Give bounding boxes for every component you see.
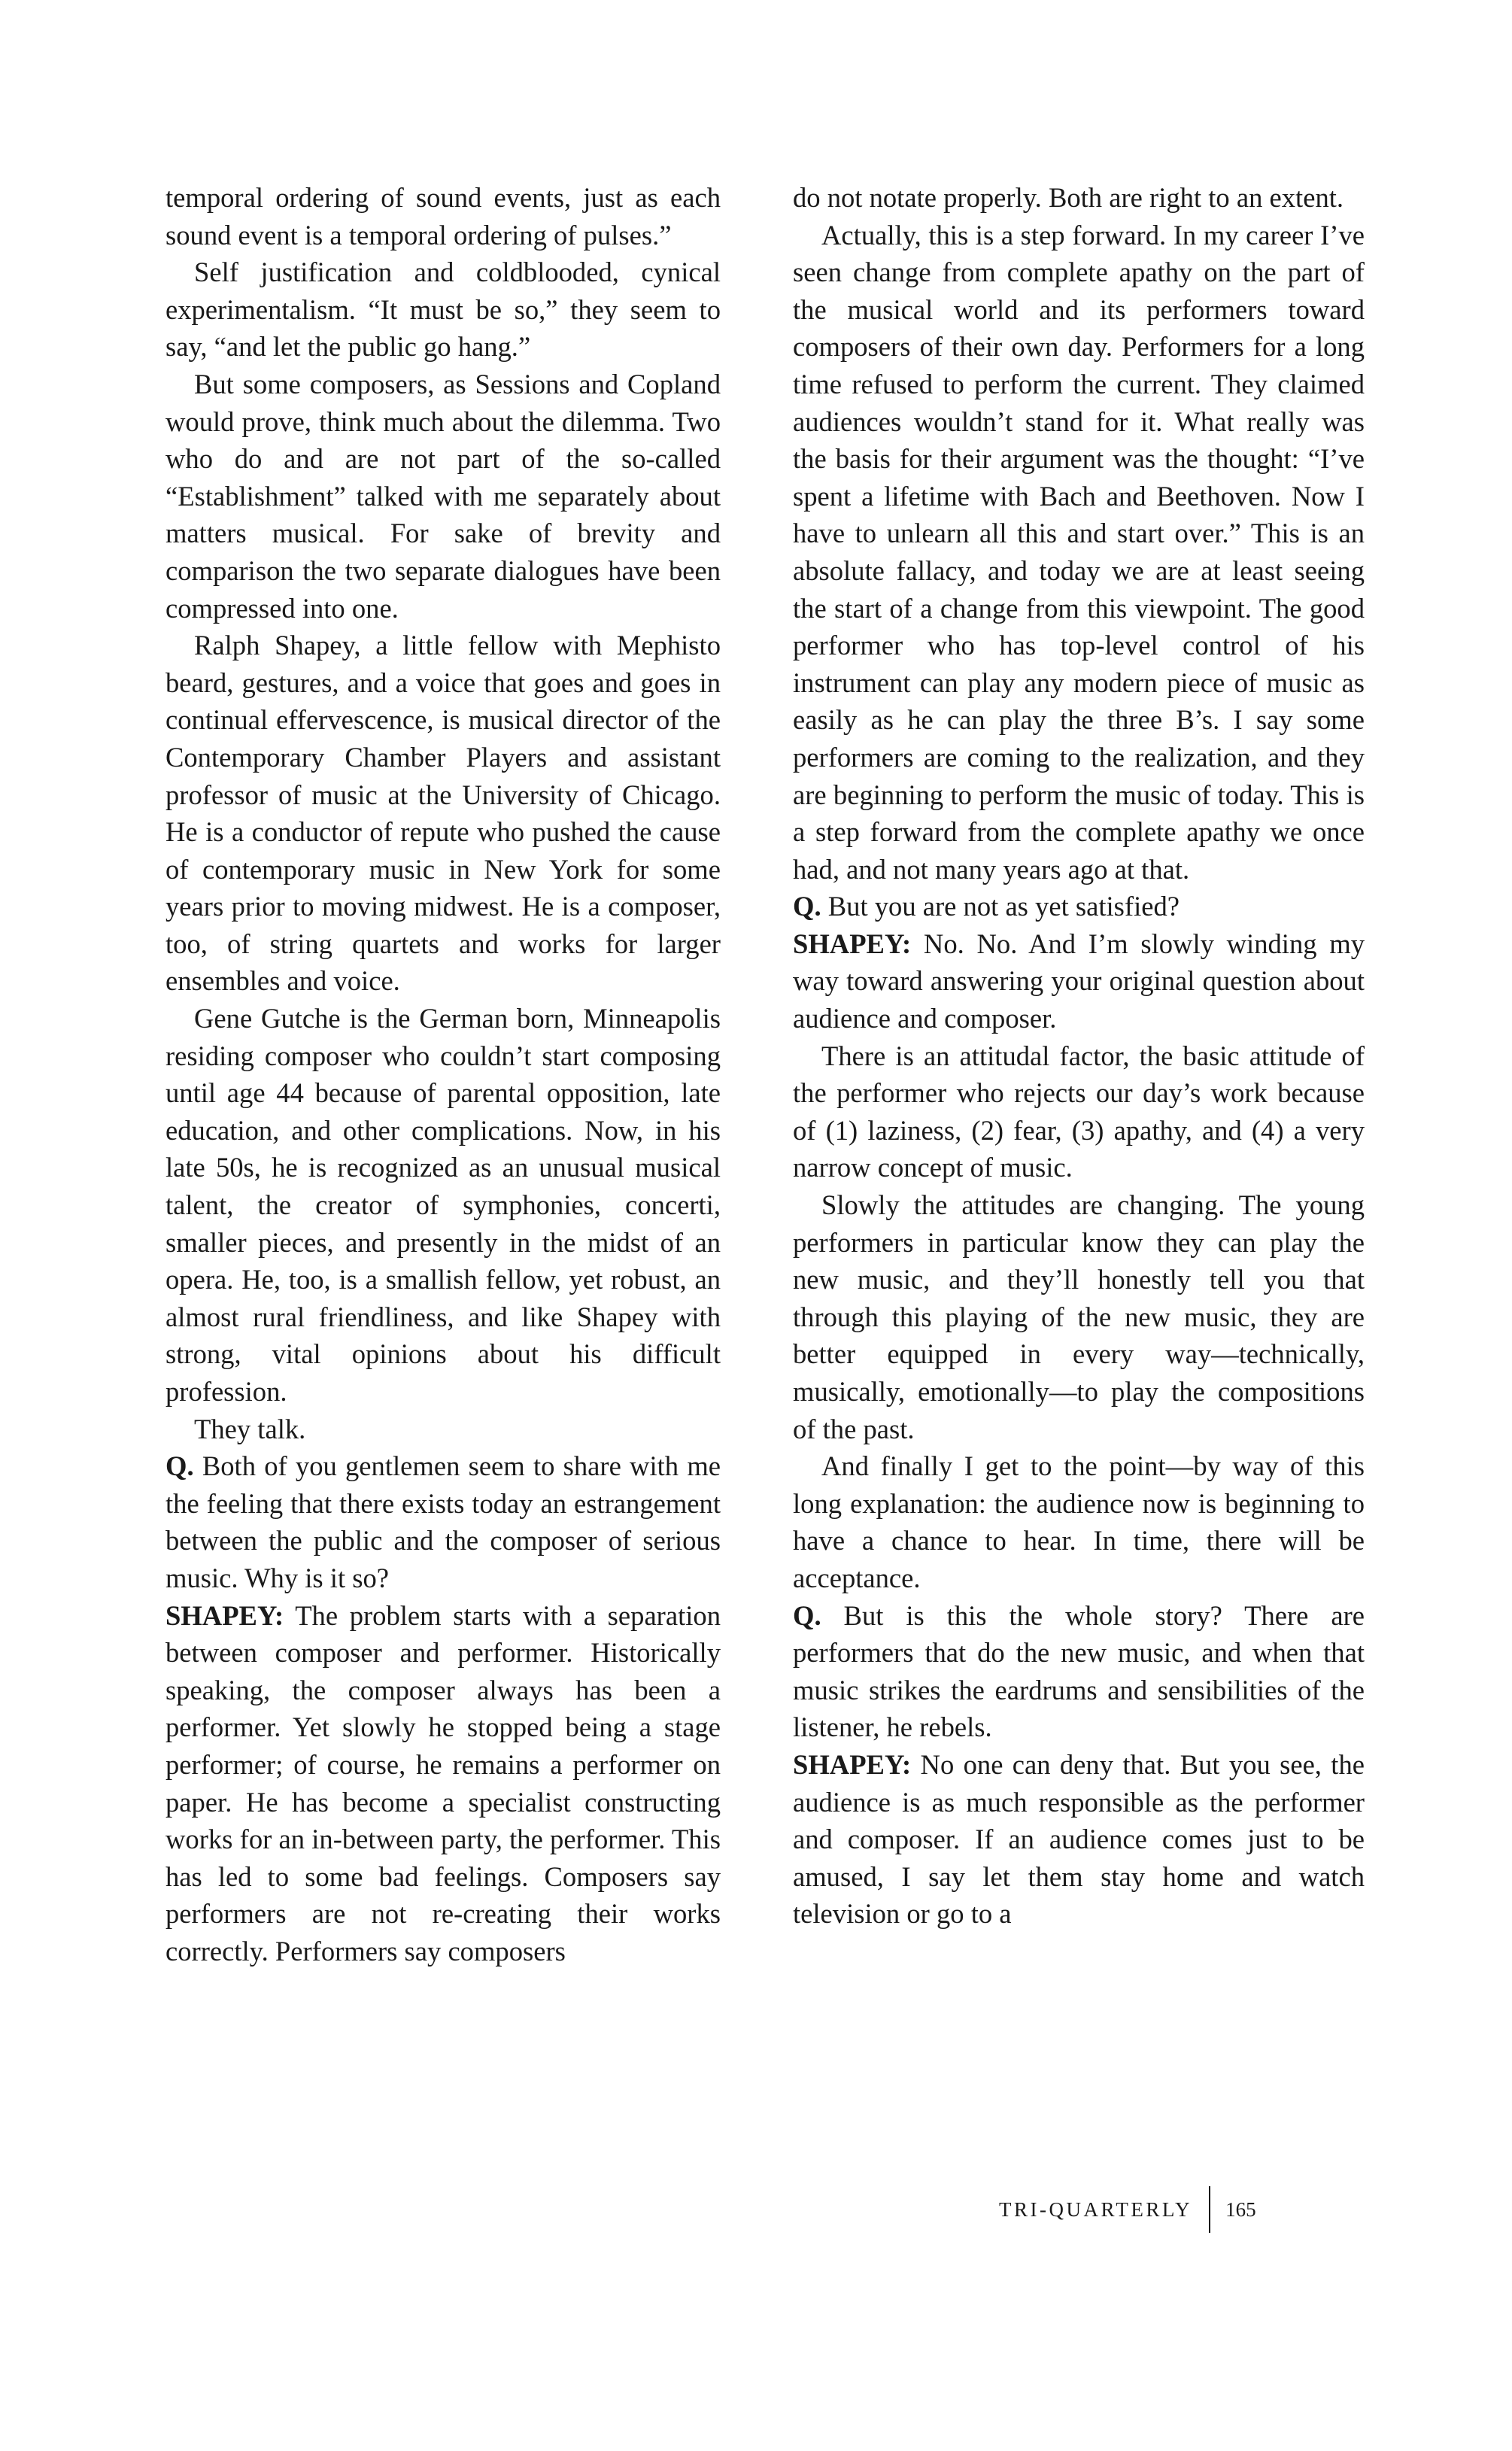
paragraph: Ralph Shapey, a little fellow with Mephisto beard, gestures, and a voice that goes and goes in continual effervescence, is musical director of the Contemporary Chamber Players and assistant professor of music at the University of Chicago. He is a conductor of repute who pushed the cause of contemporary music in New York for some years prior to moving midwest. He is a composer, too, of string quartets and works for larger ensembles and voice. [165,630,721,997]
answer-text: The problem starts with a separation between composer and performer. Historically speaking, the composer always has been a performer. Yet slowly he stopped being a stage performer; of course, he remains a performer on paper. He has become a specialist constructing works for an in-between party, the performer. This has led to some bad feelings. Composers say performers are not re-creating their works correctly. Performers say composers [165,1599,721,1967]
speaker-label: SHAPEY: [793,928,912,959]
question-label: Q. [793,891,821,922]
paragraph: Self justification and coldblooded, cynical experimentalism. “It must be so,” they seem to say, “and let the public go hang.” [165,257,721,363]
answer-paragraph [165,1597,721,1970]
answer-text: No one can deny that. But you see, the audience is as much responsible as the performer and composer. If an audience comes just to be amused, I say let them stay home and watch television or go to a [793,1748,1365,1930]
left-text-column [165,179,721,1970]
answer-paragraph [793,925,1365,1037]
page-number: 165 [1225,2197,1256,2221]
paragraph: But some composers, as Sessions and Copland would prove, think much about the dilemma. Two who do and are not part of the so-called “Establishment” talked with me separately about matters musical. For sake of brevity and comparison the two separate dialogues have been compressed into one. [165,368,721,624]
paragraph: Gene Gutche is the German born, Minneapolis residing composer who couldn’t start composing until age 44 because of parental opposition, late education, and other complications. Now, in his late 50s, he is recognized as an unusual musical talent, the creator of symphonies, concerti, smaller pieces, and presently in the midst of an opera. He, too, is a smallish fellow, yet robust, an almost rural friendliness, and like Shapey with strong, vital opinions about his difficult profession. [165,1003,721,1407]
question-paragraph [793,1597,1365,1746]
right-text-column [793,179,1365,1933]
paragraph: There is an attitudal factor, the basic attitude of the performer who rejects our day’s work because of (1) laziness, (2) fear, (3) apathy, and (4) a very narrow concept of music. [793,1040,1365,1183]
question-label: Q. [165,1450,194,1482]
page-footer [999,2186,1256,2233]
question-label: Q. [793,1599,821,1631]
question-text: But you are not as yet satisfied? [821,891,1180,922]
paragraph: And finally I get to the point—by way of this long explanation: the audience now is beginning to have a chance to hear. In time, there will be acceptance. [793,1450,1365,1593]
paragraph: do not notate properly. Both are right to an extent. [793,182,1344,213]
journal-name: TRI-QUARTERLY [999,2197,1193,2221]
speaker-label: SHAPEY: [793,1748,912,1780]
answer-paragraph [793,1746,1365,1933]
question-paragraph [165,1447,721,1596]
answer-text: No. No. And I’m slowly winding my way toward answering your original question about audience and composer. [793,928,1365,1034]
question-text: But is this the whole story? There are performers that do the new music, and when that music strikes the eardrums and sensibilities of the listener, he rebels. [793,1599,1365,1743]
speaker-label: SHAPEY: [165,1599,284,1631]
question-paragraph [793,888,1365,925]
paragraph: Actually, this is a step forward. In my career I’ve seen change from complete apathy on the part of the musical world and its performers toward composers of their own day. Performers for a long time refused to perform the current. They claimed audiences wouldn’t stand for it. What really was the basis for their argument was the thought: “I’ve spent a lifetime with Bach and Beethoven. Now I have to unlearn all this and start over.” This is an absolute fallacy, and today we are at least seeing the start of a change from this viewpoint. The good performer who has top-level control of his instrument can play any modern piece of music as easily as he can play the three B’s. I say some performers are coming to the realization, and they are beginning to perform the music of today. This is a step forward from the complete apathy we once had, and not many years ago at that. [793,219,1365,885]
paragraph: Slowly the attitudes are changing. The young performers in particular know they can play the new music, and they’ll honestly tell you that through this playing of the new music, they are better equipped in every way—technically, musically, emotionally—to play the compositions of the past. [793,1189,1365,1444]
paragraph: They talk. [194,1413,306,1444]
paragraph: temporal ordering of sound events, just as each sound event is a temporal ordering of pulses.” [165,182,721,251]
question-text: Both of you gentlemen seem to share with me the feeling that there exists today an estrangement between the public and the composer of serious music. Why is it so? [165,1450,721,1593]
